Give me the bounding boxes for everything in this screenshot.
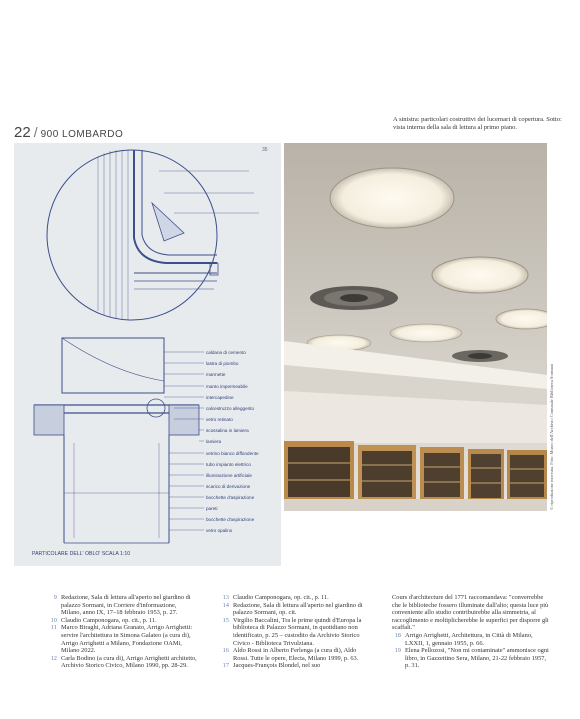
- footnote-number: 17: [222, 662, 229, 670]
- legend-label: vetrino bianco diffondente: [206, 451, 259, 456]
- footnote-text: Arrigo Arrighetti, Architettura, in Città di Milano, LXXII, 1, gennaio 1955, p. 66.: [405, 631, 533, 647]
- footnote: [220, 647, 370, 662]
- footnote-number: 10: [50, 616, 57, 624]
- legend-label: vetro opalino: [206, 528, 233, 533]
- footnote-text: Carla Bodino (a cura di), Arrigo Arrighetti architetto, Archivio Storico Civico, Milano 1990, pp. 28-29.: [61, 654, 197, 670]
- sheet-number: 35: [262, 147, 268, 153]
- legend-label: tubo impianto elettrico: [206, 462, 251, 467]
- legend-label: illuminazione artificiale: [206, 473, 252, 478]
- footnote-text: Aldo Rossi in Alberto Ferlenga (a cura di), Aldo Rossi. Tutte le opere, Electa, Milano 1999, p. 63.: [233, 647, 359, 662]
- drawing-svg: [14, 143, 281, 566]
- footnote: [48, 617, 198, 625]
- footnotes-column-1: [48, 594, 198, 670]
- footnote: [392, 632, 552, 647]
- footnote: [220, 602, 370, 617]
- legend-label: scarico di derivazione: [206, 484, 251, 489]
- bookshelves: [284, 441, 547, 503]
- footnote: [220, 662, 370, 670]
- photo-credit-text: © riproduzione riservata. Foto: Museo dell'Archivio Comunale Biblioteca Sormani: [549, 364, 554, 510]
- legend-label: intercapedine: [206, 395, 234, 400]
- legend-label: manto impermeabile: [206, 384, 248, 389]
- footnote: [48, 655, 198, 670]
- legend-label: bocchette d'aspirazione: [206, 517, 255, 522]
- page-number: 22: [14, 124, 31, 141]
- footnote: [392, 647, 552, 670]
- legend-label: pareti: [206, 506, 218, 511]
- legend-label: lastra di piombo: [206, 361, 239, 366]
- footnote-text: Marco Biraghi, Adriana Granato, Arrigo Arrighetti: servire l'architettura in Simona Galateo (a cura di), Arrigo Arrighetti a Milano, Fondazione OAMi, Milano 2022.: [61, 624, 193, 655]
- footnote-text: Elena Pellozosi, "Non mi contaminate" ammonisce ogni libro, in Gazzettino Sera, Milano, 21-22 febbraio 1957, p. 31.: [405, 647, 549, 670]
- drawing-title: PARTICOLARE DELL' OBLO' SCALA 1:10: [32, 551, 131, 557]
- footnote-number: 19: [394, 647, 401, 655]
- page-folio: [14, 124, 123, 142]
- footnote-number: 16: [222, 647, 229, 655]
- footnote-number: 9: [53, 594, 57, 601]
- figure-caption: A sinistra: particolari costruttivi dei lucernari di copertura. Sotto: vista interna della sala di lettura al primo piano.: [393, 116, 562, 131]
- footnote-continuation: Cours d'architecture del 1771 raccomandava: "converrebbe che le biblioteche fossero illuminate dall'alto; questa luce più conveniente allo studio contribuirebbe alla simmetria, al raccoglimento e moltiplicherebbe le superfici per disporre gli scaffali.": [392, 594, 549, 632]
- folio-slash: /: [33, 124, 38, 140]
- floor: [284, 499, 547, 511]
- legend-label: caldana di cemento: [206, 350, 246, 355]
- legend-label: vetro retinato: [206, 417, 233, 422]
- footnote-number: 13: [222, 594, 229, 601]
- footnotes-column-2: [220, 594, 370, 670]
- legend-label: scossalina in lamiera: [206, 428, 249, 433]
- footnote-text: Virgilio Baccalini, Tra le prime quindi d'Europa la biblioteca di Palazzo Sormani, in quotidiano non identificato, p. 25 – custodito da Archivio Storico Civico - Biblioteca Trivulziana.: [233, 616, 362, 647]
- footnote: [48, 624, 198, 654]
- footnote: [48, 594, 198, 617]
- footnote-number: 12: [50, 654, 57, 662]
- footnote-text: Redazione, Sala di lettura all'aperto nel giardino di palazzo Sormani, op. cit.: [233, 601, 363, 617]
- skylight-detail-drawing: [14, 143, 281, 566]
- footnote-number: 15: [222, 616, 229, 624]
- footnote-number: 14: [222, 601, 229, 609]
- footnote-number: 11: [50, 624, 57, 632]
- legend-label: bocchette d'aspirazione: [206, 495, 255, 500]
- footnotes-column-3: [392, 594, 552, 670]
- legend-label: lamiera: [206, 439, 222, 444]
- photo-svg: [284, 143, 547, 511]
- footnote-text: Claudio Camponogara, op. cit., p. 11.: [61, 616, 157, 624]
- footnote-text: Claudio Camponogara, op. cit., p. 11.: [233, 594, 329, 601]
- section-title: 900 LOMBARDO: [40, 129, 124, 140]
- legend-label: marmette: [206, 372, 226, 377]
- footnote-text: Redazione, Sala di lettura all'aperto nel giardino di palazzo Sormani, in Corriere d'informazione, Milano, anno IX, 17–18 febbraio 1953, p. 27.: [61, 594, 191, 617]
- footnote-text: Jacques-François Blondel, nel suo: [233, 662, 321, 670]
- photo-credit: [549, 300, 559, 510]
- footnote: [220, 594, 370, 602]
- footnote-number: 18: [394, 631, 401, 639]
- reading-room-photo: [284, 143, 547, 511]
- footnote: [220, 617, 370, 647]
- legend-label: calcestruzzo alleggerito: [206, 406, 255, 411]
